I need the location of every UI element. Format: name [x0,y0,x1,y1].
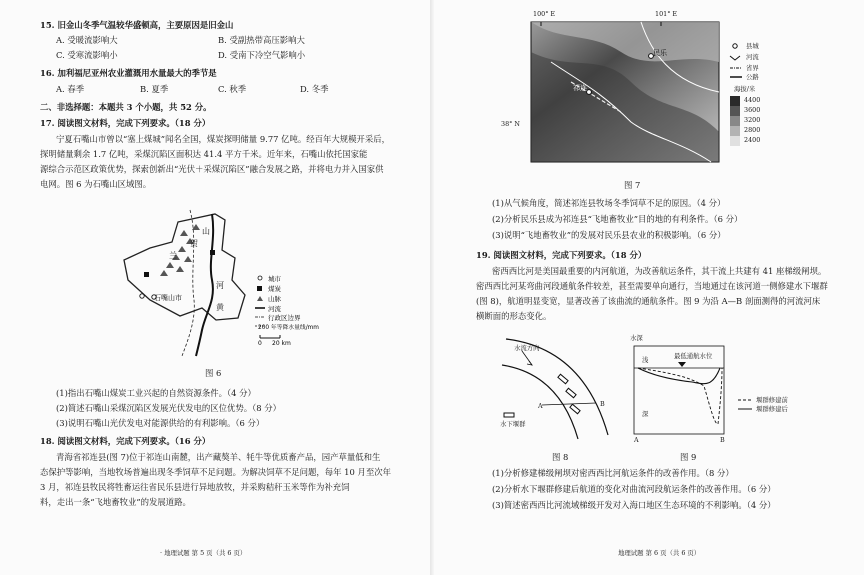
fig8-weir-label: 水下堰群 [500,420,526,428]
map-label-shan: 山 [202,227,210,236]
q19-para-line: 密西西比河是美国最重要的内河航道，为改善航运条件，其干流上共建有 41 座梯级闸坝。 [492,266,827,276]
q18-para-line: 态保护等影响，当地牧场普遍出现冬季饲草不足问题。为解决饲草不足问题，每年 10 月至次年 [40,467,391,477]
scale-twenty: 20 km [272,340,291,347]
fig8-label-b: B [600,400,605,408]
altitude-level: 2800 [744,126,761,134]
option-16c: C. 秋季 [218,84,247,94]
legend-city: 城市 [268,275,281,283]
legend-isohyet: 200 年等降水量线/mm [258,325,319,331]
legend-altitude-title: 海拔/米 [734,85,756,93]
q19-sub-1: (1)分析修建梯级闸坝对密西西比河航运条件的改善作用。（8 分） [492,468,734,478]
map-label-city: 石嘴山市 [154,294,182,302]
figure-7 [501,10,719,162]
lon-label-101: 101° E [655,10,678,18]
option-15d: D. 受南下冷空气影响小 [218,50,306,60]
left-page-footer: · 地理试题 第 5 页（共 6 页） [160,549,247,557]
legend-river: 河流 [746,53,759,61]
altitude-level: 4400 [744,96,761,104]
q17-sub-2: (2)简述石嘴山采煤沉陷区发展光伏发电的区位优势。（8 分） [56,403,282,413]
map-label-lan: 兰 [169,251,177,260]
scale-zero: 0 [258,340,262,347]
fig9-deep-label: 深 [642,410,649,418]
section-2-heading: 二、非选择题：本题共 3 个小题，共 52 分。 [40,102,212,112]
q18-sub-2: (2)分析民乐县成为祁连县“飞地畜牧业”目的地的有利条件。（6 分） [492,214,743,224]
legend-county: 县城 [746,42,759,50]
figure-7-map [531,22,719,162]
question-19-stem: 19. 阅读图文材料，完成下列要求。（18 分） [476,250,647,260]
fig9-shallow-label: 浅 [642,356,649,364]
q17-para-line: 电网。图 6 为石嘴山区域图。 [40,179,152,189]
q19-sub-3: (3)简述密西西比河流域梯级开发对入海口地区生态环境的不利影响。（4 分） [492,500,776,510]
map-label-river: 河 [216,281,224,290]
fig9-low-water-label: 最低通航水位 [674,352,713,360]
q17-sub-1: (1)指出石嘴山煤炭工业兴起的自然资源条件。（4 分） [56,388,256,398]
map-label-huang: 黄 [216,303,224,312]
coal-symbol [210,250,215,255]
figure-6-map [120,200,340,360]
legend-road: 公路 [746,73,759,81]
fig9-depth-label: 水深 [630,334,643,342]
altitude-level: 3200 [744,116,761,124]
question-18-stem: 18. 阅读图文材料，完成下列要求。（16 分） [40,436,211,446]
legend-boundary: 省界 [746,64,759,72]
q17-para-line: 宁夏石嘴山市曾以“塞上煤城”闻名全国，煤炭探明储量 9.77 亿吨。经百年大规模开采后， [56,134,391,144]
figure-6-caption: 图 6 [205,368,222,378]
option-16a: A. 春季 [56,84,85,94]
q17-sub-3: (3)说明石嘴山光伏发电对能源供给的有利影响。（6 分） [56,418,265,428]
q19-para-line: 密西西比河某弯曲河段通航条件较差，甚至需要单向通行，当地通过在该河道一侧修建水下堰群 [476,281,828,291]
coal-symbol [144,272,149,277]
legend-mountain: 山脉 [268,295,281,303]
q17-para-line: 探明储量剩余 1.7 亿吨，采煤沉陷区面积达 41.4 平方千米。近年来，石嘴山依托国家能 [40,149,368,159]
q18-para-line: 青海省祁连县(图 7)位于祁连山南麓，出产藏獒羊、牦牛等优质畜产品，园产草量低和生 [56,452,381,462]
question-17-stem: 17. 阅读图文材料，完成下列要求。（18 分） [40,118,211,128]
option-15a: A. 受暖流影响大 [56,35,118,45]
altitude-level: 3600 [744,106,761,114]
figure-9-caption: 图 9 [680,452,697,462]
altitude-level: 2400 [744,136,761,144]
q18-para-line: 3 月，祁连县牧民将牲畜运往省民乐县进行异地放牧，并采购秸秆玉米等作为补充饲 [40,482,350,492]
map-label-minle: 民乐 [653,49,667,57]
legend-coal: 煤炭 [268,285,281,293]
map-label-he: 贺 [190,239,198,248]
q18-para-line: 料，走出一条“飞地畜牧业”的发展道路。 [40,497,191,507]
figure-9-legend [738,396,754,416]
admin-boundary-outline [124,214,245,320]
legend-boundary: 行政区边界 [268,314,301,322]
city-dot [140,294,144,298]
q19-sub-2: (2)分析水下堰群修建后航道的变化对曲流河段航运条件的改善作用。（6 分） [492,484,776,494]
fig9-label-b: B [720,436,725,444]
q18-sub-3: (3)说明“飞地畜牧业”的发展对民乐县农业的积极影响。（6 分） [492,230,726,240]
right-page [434,0,864,575]
figure-7-caption: 图 7 [624,180,641,190]
q19-para-line: 横断面的形态变化。 [476,311,552,321]
figure-7-legend [730,40,790,170]
fig9-legend-after: 堰群修建后 [756,405,788,413]
option-16b: B. 夏季 [140,84,169,94]
option-16d: D. 冬季 [300,84,329,94]
question-16-stem: 16. 加利福尼亚州农业灌溉用水量最大的季节是 [40,68,217,78]
lat-label-38: 38° N [501,120,520,128]
figure-9-chart [634,346,734,440]
legend-river: 河流 [268,305,281,313]
fig8-label-a: A [538,402,543,410]
option-15b: B. 受副热带高压影响大 [218,35,305,45]
q18-sub-1: (1)从气候角度，简述祁连县牧场冬季饲草不足的原因。（4 分） [492,198,726,208]
fig8-flow-label: 水流方向 [514,344,540,352]
q19-para-line: (图 8)，航道明显变宽，显著改善了该曲流的通航条件。图 9 为沿 A—B 剖面测得的河流河床 [476,296,821,306]
q17-para-line: 源综合示范区政策优势，探索创新出“光伏＋采煤沉陷区”融合发展之路，并将电力并入国家供 [40,164,384,174]
figure-8-caption: 图 8 [552,452,569,462]
map-label-qilian: 祁连 [573,84,587,92]
question-15-stem: 15. 旧金山冬季气温较华盛顿高，主要原因是旧金山 [40,20,234,30]
fig9-label-a: A [634,436,639,444]
option-15c: C. 受寒流影响小 [56,50,118,60]
right-page-footer: 地理试题 第 6 页（共 6 页） [618,549,701,557]
fig9-legend-before: 堰群修建前 [756,396,788,404]
figure-6-legend [255,274,319,347]
left-page [0,0,430,575]
lon-label-100: 100° E [533,10,556,18]
